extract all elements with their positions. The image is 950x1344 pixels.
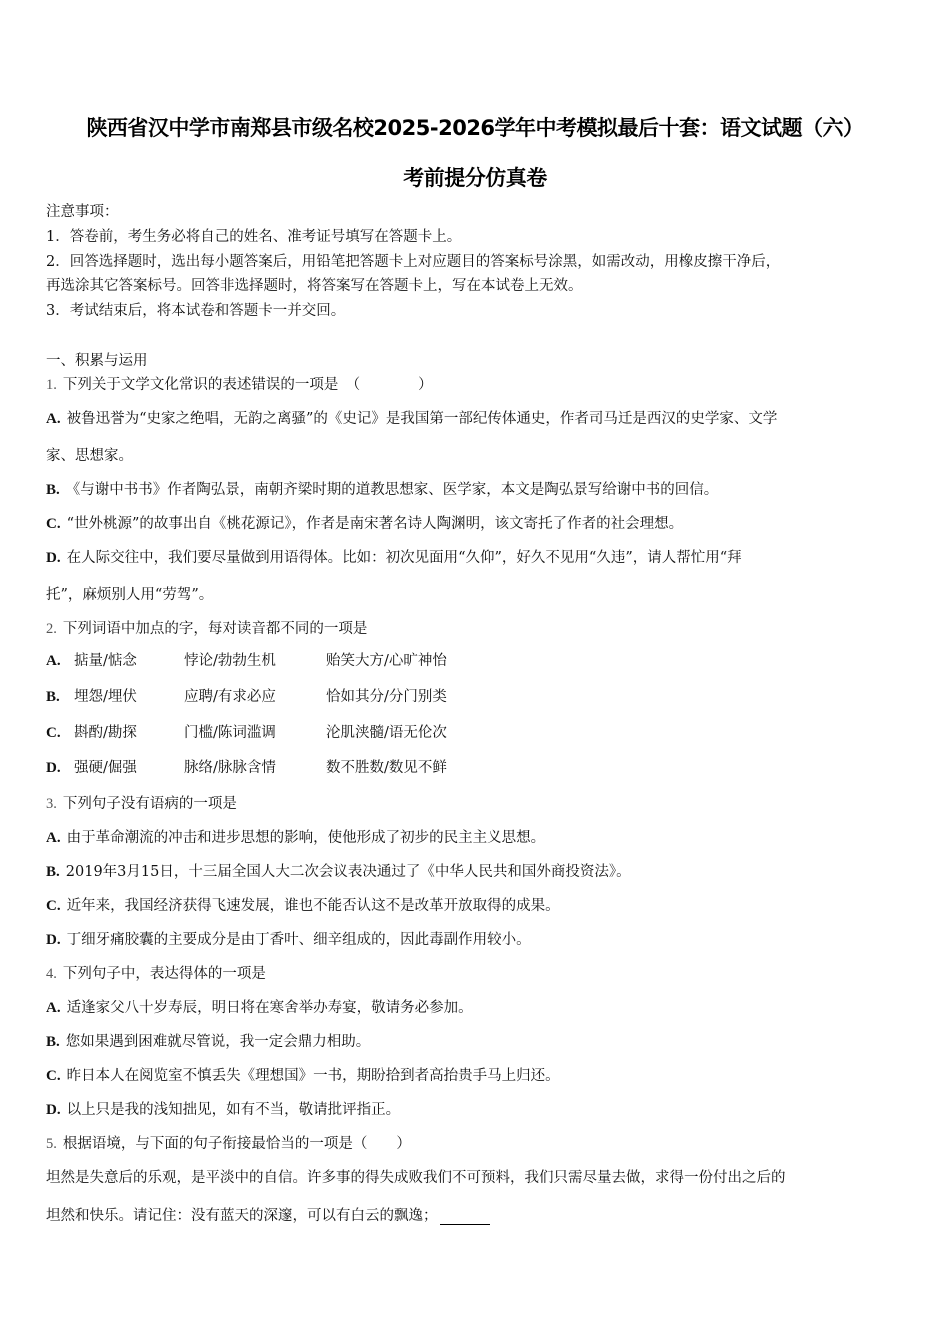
page-title: 陕西省汉中学市南郑县市级名校2025-2026学年中考模拟最后十套：语文试题（六）: [86, 116, 864, 140]
option-label: A.: [46, 653, 61, 669]
question-text: 下列关于文学文化常识的表述错误的一项是 （ ）: [62, 377, 433, 393]
option-text: 您如果遇到困难就尽管说，我一定会鼎力相助。: [65, 1034, 371, 1050]
q1-option-a: [46, 410, 777, 428]
q1-option-a-cont: 家、思想家。: [46, 448, 133, 464]
q1-option-b: [46, 481, 718, 499]
option-label: B.: [46, 1034, 60, 1050]
option-text: 在人际交往中，我们要尽量做到用语得体。比如：初次见面用“久仰”，好久不见用“久违”，请人帮忙用“拜: [66, 550, 742, 566]
q2-option-d: [46, 759, 546, 777]
section-heading: 一、积累与运用: [46, 353, 148, 369]
option-text: 丁细牙痛胶囊的主要成分是由丁香叶、细辛组成的，因此毒副作用较小。: [66, 932, 531, 948]
question-3-stem: [46, 795, 237, 813]
q1-option-c: [46, 515, 683, 533]
q5-passage-line-2: [46, 1207, 490, 1225]
option-word-3: 数不胜数/数见不鲜: [326, 760, 447, 776]
option-word-2: 脉络/脉脉含情: [184, 760, 276, 776]
question-number: 4.: [46, 966, 57, 982]
option-text: 以上只是我的浅知拙见，如有不当，敬请批评指正。: [66, 1102, 401, 1118]
answer-blank: [440, 1210, 490, 1225]
option-label: C.: [46, 1068, 61, 1084]
option-label: D.: [46, 760, 61, 776]
q4-option-c: [46, 1067, 560, 1085]
question-4-stem: [46, 965, 266, 983]
q5-passage-line-1: 坦然是失意后的乐观，是平淡中的自信。许多事的得失成败我们不可预料，我们只需尽量去做，求得一份付出之后的: [46, 1170, 786, 1186]
option-text: 近年来，我国经济获得飞速发展，谁也不能否认这不是改革开放取得的成果。: [66, 898, 560, 914]
page-subtitle: 考前提分仿真卷: [403, 166, 547, 190]
option-word-3: 恰如其分/分门别类: [326, 689, 447, 705]
option-text: 由于革命潮流的冲击和进步思想的影响，使他形成了初步的民主主义思想。: [66, 830, 546, 846]
option-word-1: 斟酌/勘探: [74, 725, 137, 741]
question-number: 5.: [46, 1136, 57, 1152]
option-word-1: 强硬/倔强: [74, 760, 137, 776]
notice-item: 2．回答选择题时，选出每小题答案后，用铅笔把答题卡上对应题目的答案标号涂黑，如需改动，用橡皮擦干净后，: [46, 254, 781, 270]
option-word-2: 门槛/陈词滥调: [184, 725, 276, 741]
option-word-1: 掂量/惦念: [74, 653, 137, 669]
q4-option-a: [46, 999, 473, 1017]
option-label: C.: [46, 725, 61, 741]
question-text: 下列词语中加点的字，每对读音都不同的一项是: [62, 621, 368, 637]
q1-option-d: [46, 549, 742, 567]
notice-item: 再选涂其它答案标号。回答非选择题时，将答案写在答题卡上，写在本试卷上无效。: [46, 278, 583, 294]
option-word-3: 沦肌浃髓/语无伦次: [326, 725, 447, 741]
question-text: 根据语境，与下面的句子衔接最恰当的一项是（ ）: [62, 1136, 411, 1152]
option-label: C.: [46, 898, 61, 914]
option-text: 被鲁迅誉为“史家之绝唱，无韵之离骚”的《史记》是我国第一部纪传体通史，作者司马迁是西汉的史学家、文学: [66, 411, 778, 427]
option-word-2: 悖论/勃勃生机: [184, 653, 276, 669]
notice-item: 3．考试结束后，将本试卷和答题卡一并交回。: [46, 303, 346, 319]
q3-option-b: [46, 863, 631, 881]
q2-option-b: [46, 688, 546, 706]
option-label: D.: [46, 550, 61, 566]
notice-item: 1．答卷前，考生务必将自己的姓名、准考证号填写在答题卡上。: [46, 229, 462, 245]
q4-option-d: [46, 1101, 400, 1119]
q3-option-c: [46, 897, 560, 915]
q1-option-d-cont: 托”，麻烦别人用“劳驾”。: [46, 587, 214, 603]
option-label: A.: [46, 411, 61, 427]
option-label: A.: [46, 830, 61, 846]
question-text: 下列句子没有语病的一项是: [62, 796, 237, 812]
option-label: D.: [46, 932, 61, 948]
q3-option-d: [46, 931, 531, 949]
option-label: D.: [46, 1102, 61, 1118]
q3-option-a: [46, 829, 545, 847]
question-number: 2.: [46, 621, 57, 637]
option-text: “世外桃源”的故事出自《桃花源记》，作者是南宋著名诗人陶渊明，该文寄托了作者的社会理想。: [66, 516, 684, 532]
option-label: C.: [46, 516, 61, 532]
option-text: 《与谢中书书》作者陶弘景，南朝齐梁时期的道教思想家、医学家，本文是陶弘景写给谢中书的回信。: [65, 482, 719, 498]
question-1-stem: [46, 376, 433, 394]
question-number: 3.: [46, 796, 57, 812]
question-5-stem: [46, 1135, 411, 1153]
option-word-1: 埋怨/埋伏: [74, 689, 137, 705]
option-word-3: 贻笑大方/心旷神怡: [326, 653, 447, 669]
question-2-stem: [46, 620, 367, 638]
question-number: 1.: [46, 377, 57, 393]
q2-option-c: [46, 724, 546, 742]
option-label: B.: [46, 482, 60, 498]
option-text: 昨日本人在阅览室不慎丢失《理想国》一书，期盼拾到者高抬贵手马上归还。: [66, 1068, 560, 1084]
option-word-2: 应聘/有求必应: [184, 689, 276, 705]
q4-option-b: [46, 1033, 370, 1051]
option-label: B.: [46, 864, 60, 880]
question-text: 下列句子中，表达得体的一项是: [62, 966, 266, 982]
q2-option-a: [46, 652, 546, 670]
option-text: 2019年3月15日，十三届全国人大二次会议表决通过了《中华人民共和国外商投资法》。: [65, 864, 631, 880]
option-label: A.: [46, 1000, 61, 1016]
option-text: 适逢家父八十岁寿辰，明日将在寒舍举办寿宴，敬请务必参加。: [66, 1000, 473, 1016]
notice-heading: 注意事项：: [46, 204, 119, 220]
passage-text: 坦然和快乐。请记住：没有蓝天的深邃，可以有白云的飘逸；: [46, 1208, 438, 1224]
option-label: B.: [46, 689, 60, 705]
